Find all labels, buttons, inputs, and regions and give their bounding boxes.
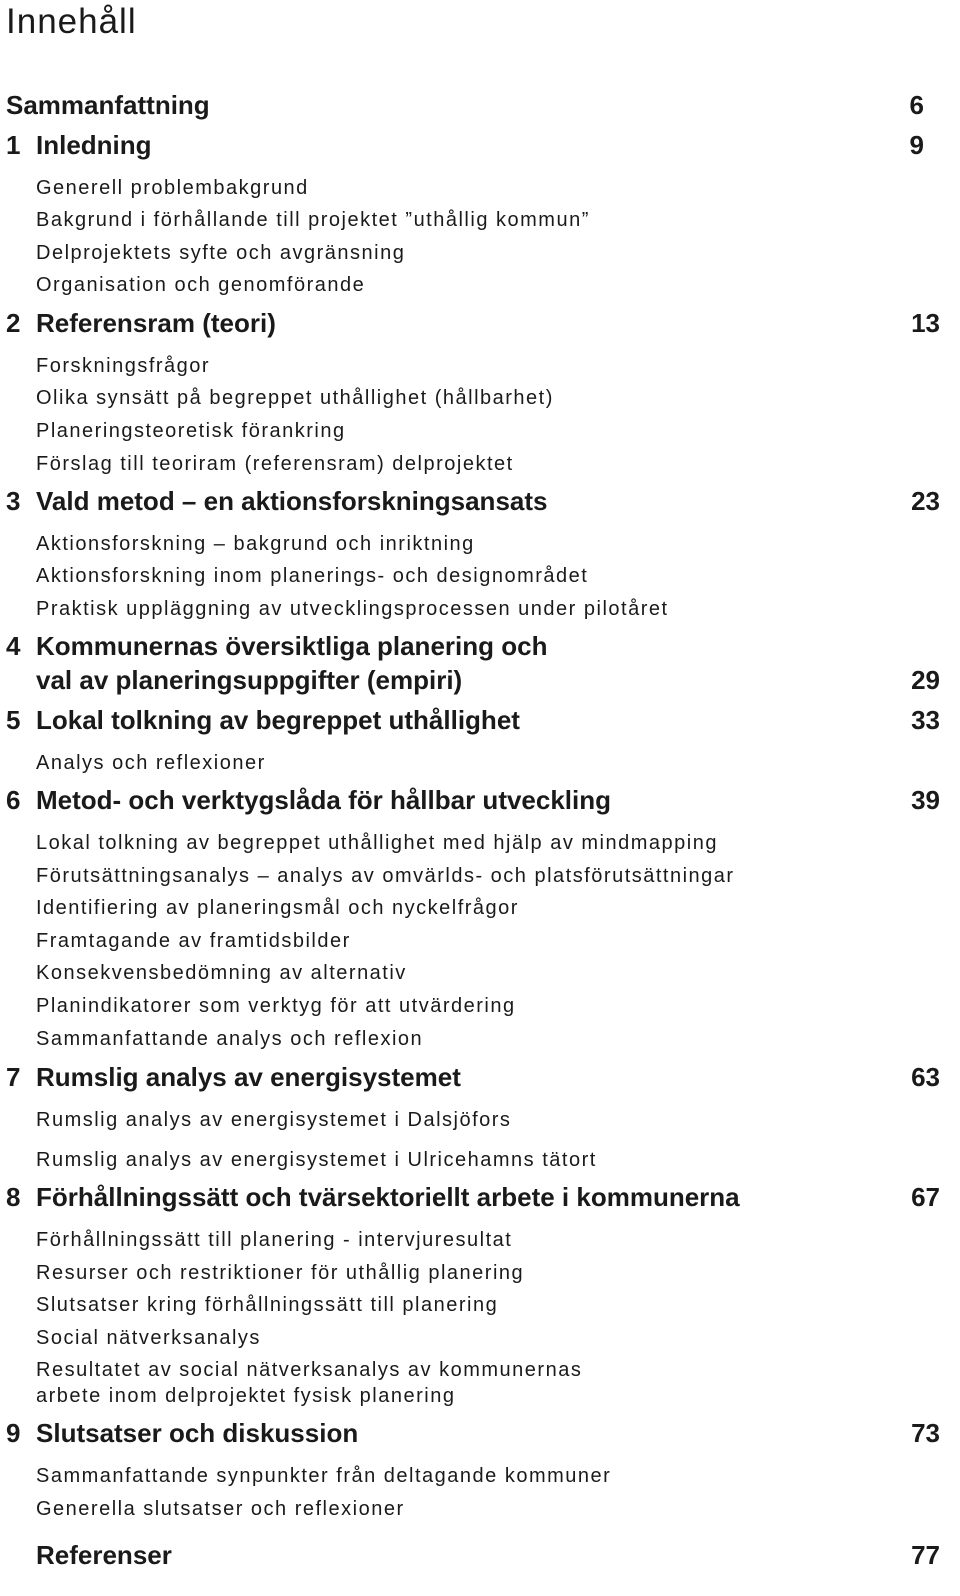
- toc-subsection[interactable]: Generell problembakgrund: [36, 177, 309, 199]
- toc-subsection[interactable]: Planeringsteoretisk förankring: [36, 420, 346, 442]
- chapter-number: 6: [6, 785, 21, 815]
- chapter-number: 8: [6, 1182, 21, 1212]
- page-title: Innehåll: [6, 2, 137, 41]
- toc-subsection[interactable]: Resurser och restriktioner för uthållig planering: [36, 1262, 525, 1284]
- chapter-title: Metod- och verktygslåda för hållbar utveckling: [36, 785, 612, 815]
- chapter-title-line-2: val av planeringsuppgifter (empiri): [36, 665, 463, 695]
- toc-subsection[interactable]: Framtagande av framtidsbilder: [36, 930, 351, 952]
- chapter-title: Rumslig analys av energisystemet: [36, 1062, 461, 1092]
- chapter-title: Sammanfattning: [6, 90, 210, 120]
- toc-subsection-continued[interactable]: arbete inom delprojektet fysisk planering: [36, 1385, 456, 1407]
- page-number: 23: [911, 486, 940, 516]
- chapter-title: Referenser: [36, 1540, 172, 1570]
- toc-subsection[interactable]: Generella slutsatser och reflexioner: [36, 1498, 405, 1520]
- toc-subsection[interactable]: Planindikatorer som verktyg för att utvärdering: [36, 995, 516, 1017]
- toc-subsection[interactable]: Lokal tolkning av begreppet uthållighet med hjälp av mindmapping: [36, 832, 718, 854]
- chapter-number: 7: [6, 1062, 21, 1092]
- toc-subsection[interactable]: Praktisk uppläggning av utvecklingsprocessen under pilotåret: [36, 598, 669, 620]
- chapter-title: Vald metod – en aktionsforskningsansats: [36, 486, 548, 516]
- toc-subsection[interactable]: Sammanfattande analys och reflexion: [36, 1028, 424, 1050]
- page-number: 73: [911, 1418, 940, 1448]
- toc-subsection[interactable]: Olika synsätt på begreppet uthållighet (hållbarhet): [36, 387, 554, 409]
- toc-subsection[interactable]: Delprojektets syfte och avgränsning: [36, 242, 406, 264]
- chapter-number: 1: [6, 130, 21, 160]
- toc-subsection[interactable]: Konsekvensbedömning av alternativ: [36, 962, 407, 984]
- toc-subsection[interactable]: Social nätverksanalys: [36, 1327, 261, 1349]
- chapter-number: 4: [6, 631, 21, 661]
- toc-subsection[interactable]: Resultatet av social nätverksanalys av kommunernas: [36, 1359, 583, 1381]
- toc-subsection[interactable]: Aktionsforskning – bakgrund och inriktning: [36, 533, 475, 555]
- toc-subsection[interactable]: Sammanfattande synpunkter från deltagande kommuner: [36, 1465, 612, 1487]
- chapter-title: Referensram (teori): [36, 308, 276, 338]
- chapter-number: 2: [6, 308, 21, 338]
- page-number: 67: [911, 1182, 940, 1212]
- page-number: 33: [911, 705, 940, 735]
- chapter-title: Förhållningssätt och tvärsektoriellt arbete i kommunerna: [36, 1182, 740, 1212]
- page-number: 63: [911, 1062, 940, 1092]
- chapter-title: Slutsatser och diskussion: [36, 1418, 359, 1448]
- page-number: 9: [909, 130, 924, 160]
- chapter-number: 3: [6, 486, 21, 516]
- toc-subsection[interactable]: Analys och reflexioner: [36, 752, 266, 774]
- toc-subsection[interactable]: Förhållningssätt till planering - intervjuresultat: [36, 1229, 513, 1251]
- toc-subsection[interactable]: Slutsatser kring förhållningssätt till planering: [36, 1294, 499, 1316]
- toc-subsection[interactable]: Aktionsforskning inom planerings- och designområdet: [36, 565, 589, 587]
- page-number: 29: [911, 665, 940, 695]
- toc-subsection[interactable]: Rumslig analys av energisystemet i Dalsjöfors: [36, 1109, 512, 1131]
- toc-subsection[interactable]: Forskningsfrågor: [36, 355, 211, 377]
- toc-subsection[interactable]: Förslag till teoriram (referensram) delprojektet: [36, 453, 514, 475]
- toc-subsection[interactable]: Bakgrund i förhållande till projektet ”uthållig kommun”: [36, 209, 590, 231]
- page-number: 6: [909, 90, 924, 120]
- chapter-title: Inledning: [36, 130, 152, 160]
- page-number: 39: [911, 785, 940, 815]
- chapter-title-line-1: Kommunernas översiktliga planering och: [36, 631, 548, 661]
- toc-subsection[interactable]: Identifiering av planeringsmål och nyckelfrågor: [36, 897, 519, 919]
- page-number: 13: [911, 308, 940, 338]
- toc-subsection[interactable]: Organisation och genomförande: [36, 274, 366, 296]
- chapter-title: Lokal tolkning av begreppet uthållighet: [36, 705, 520, 735]
- toc-subsection[interactable]: Rumslig analys av energisystemet i Ulricehamns tätort: [36, 1149, 597, 1171]
- page-number: 77: [911, 1540, 940, 1570]
- chapter-number: 5: [6, 705, 21, 735]
- chapter-number: 9: [6, 1418, 21, 1448]
- toc-subsection[interactable]: Förutsättningsanalys – analys av omvärlds- och platsförutsättningar: [36, 865, 735, 887]
